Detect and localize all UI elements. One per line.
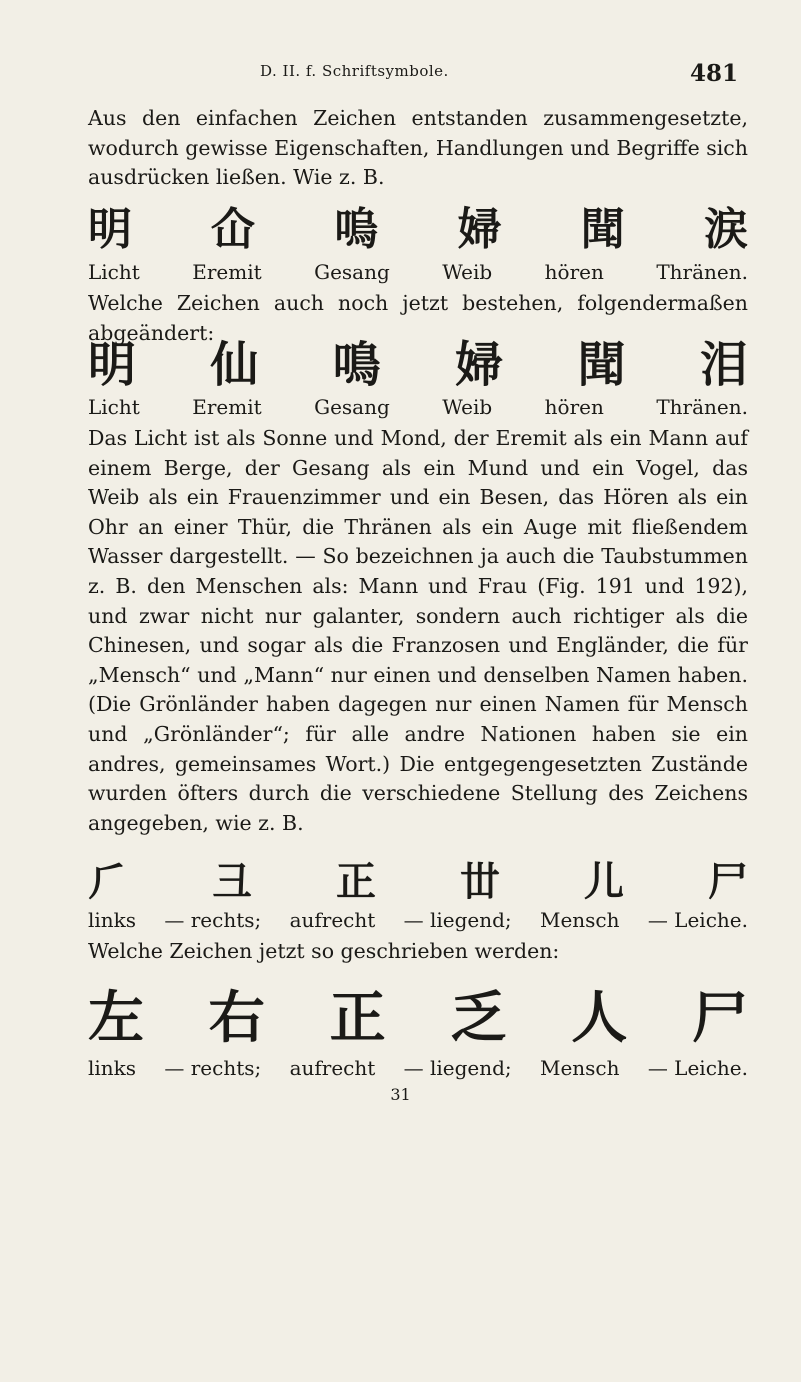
caption-thraenen: Thränen.: [656, 260, 748, 284]
caption-eremit: Eremit: [192, 260, 262, 284]
caption-links: links: [88, 908, 137, 932]
modern-glyph-hoeren: 聞: [577, 336, 626, 393]
modern-caption-gesang: Gesang: [314, 395, 390, 419]
ancient-caption-row: [88, 260, 748, 284]
modern-glyph-eremit: 仙: [210, 336, 259, 393]
modern-glyph-licht: 明: [88, 336, 137, 393]
caption-aufrecht: aufrecht: [289, 908, 376, 932]
glyph-liegend: 丗: [460, 858, 500, 905]
intro-text: Aus den einfachen Zeichen entstanden zusammengesetzte, wodurch gewisse Eigenschaften, Handlungen und Begriffe sich ausdrücken ließen. Wie z. B.: [88, 106, 748, 190]
glyph-eremit: 仚: [211, 204, 256, 255]
glyph-aufrecht: 正: [336, 858, 376, 905]
stance-glyph-row: [88, 848, 748, 908]
glyph-gesang: 嗚: [334, 204, 379, 255]
caption-leiche: — Leiche.: [647, 908, 748, 932]
caption-mensch: Mensch: [539, 908, 620, 932]
glyph-hoeren: 聞: [580, 204, 625, 255]
body-text: Das Licht ist als Sonne und Mond, der Eremit als ein Mann auf einem Berge, der Gesang als ein Mund und ein Vogel, das Weib als ein Frauenzimmer und ein Besen, das Hören als ein Ohr an einer Thür, die Thränen als ein Auge mit fließendem Wasser dargestellt. — So bezeichnen ja auch die Taubstummen z. B. den Menschen als: Mann und Frau (Fig. 191 und 192), und zwar nicht nur galanter, sondern auch richtiger als die Chinesen, und sogar als die Franzosen und Engländer, die für „Mensch“ und „Mann“ nur einen und denselben Namen haben. (Die Grönländer haben dagegen nur einen Namen für Mensch und „Grönländer“; für alle andre Nationen haben sie ein andres, gemeinsames Wort.) Die entgegengesetzten Zustände wurden öfters durch die verschiedene Stellung des Zeichens angegeben, wie z. B.: [88, 426, 748, 835]
caption-liegend: — liegend;: [403, 908, 512, 932]
modern-caption-row: [88, 395, 748, 419]
modern-stance-intro: [88, 937, 748, 967]
modern-caption-mensch: Mensch: [539, 1056, 620, 1080]
page-header: [0, 60, 801, 90]
modern-glyph-gesang: 鳴: [332, 336, 381, 393]
modern-caption-hoeren: hören: [544, 395, 604, 419]
intro-paragraph: [88, 104, 748, 193]
body-paragraph: [88, 424, 748, 838]
modern-caption-leiche: — Leiche.: [647, 1056, 748, 1080]
modern-caption-weib: Weib: [442, 395, 493, 419]
modern-glyph-weib: 婦: [455, 336, 504, 393]
modern-caption-aufrecht: aufrecht: [289, 1056, 376, 1080]
glyph-rechts: ⼹: [212, 858, 252, 905]
modern-intro-text: Welche Zeichen auch noch jetzt bestehen, folgendermaßen abgeändert:: [88, 291, 748, 345]
caption-gesang: Gesang: [314, 260, 390, 284]
stance-caption-row: [88, 908, 748, 932]
glyph-thraenen: 涙: [703, 204, 748, 255]
caption-hoeren: hören: [544, 260, 604, 284]
modern-caption-links: links: [88, 1056, 137, 1080]
modern-caption-eremit: Eremit: [192, 395, 262, 419]
modern-caption-licht: Licht: [88, 395, 140, 419]
modern-glyph-links: 左: [88, 986, 144, 1051]
modern-glyph-aufrecht: 正: [329, 986, 386, 1051]
modern-caption-thraenen: Thränen.: [656, 395, 748, 419]
signature-mark: 31: [390, 1085, 411, 1104]
page-number: 481: [690, 60, 739, 87]
glyph-mensch: ⼉: [584, 858, 624, 905]
modern-glyph-thraenen: 泪: [699, 336, 748, 393]
glyph-weib: 婦: [457, 204, 502, 255]
modern-stance-intro-text: Welche Zeichen jetzt so geschrieben werden:: [88, 939, 560, 963]
caption-weib: Weib: [442, 260, 493, 284]
modern-glyph-leiche: 尸: [691, 986, 748, 1051]
modern-glyph-rechts: 右: [208, 986, 265, 1051]
modern-glyph-row: [88, 325, 748, 395]
modern-caption-liegend: — liegend;: [403, 1056, 512, 1080]
caption-rechts: — rechts;: [164, 908, 262, 932]
glyph-links: ⺁: [88, 858, 128, 905]
glyph-leiche: ⼫: [708, 858, 748, 905]
modern-caption-rechts: — rechts;: [164, 1056, 262, 1080]
modern-glyph-liegend: 乏: [450, 986, 507, 1051]
modern-stance-glyph-row: [88, 976, 748, 1052]
modern-stance-caption-row: [88, 1056, 748, 1080]
caption-licht: Licht: [88, 260, 140, 284]
ancient-glyph-row: [88, 190, 748, 260]
glyph-licht: 明: [88, 204, 132, 255]
running-title: D. II. f. Schriftsymbole.: [260, 62, 449, 80]
modern-glyph-mensch: 人: [571, 986, 628, 1051]
